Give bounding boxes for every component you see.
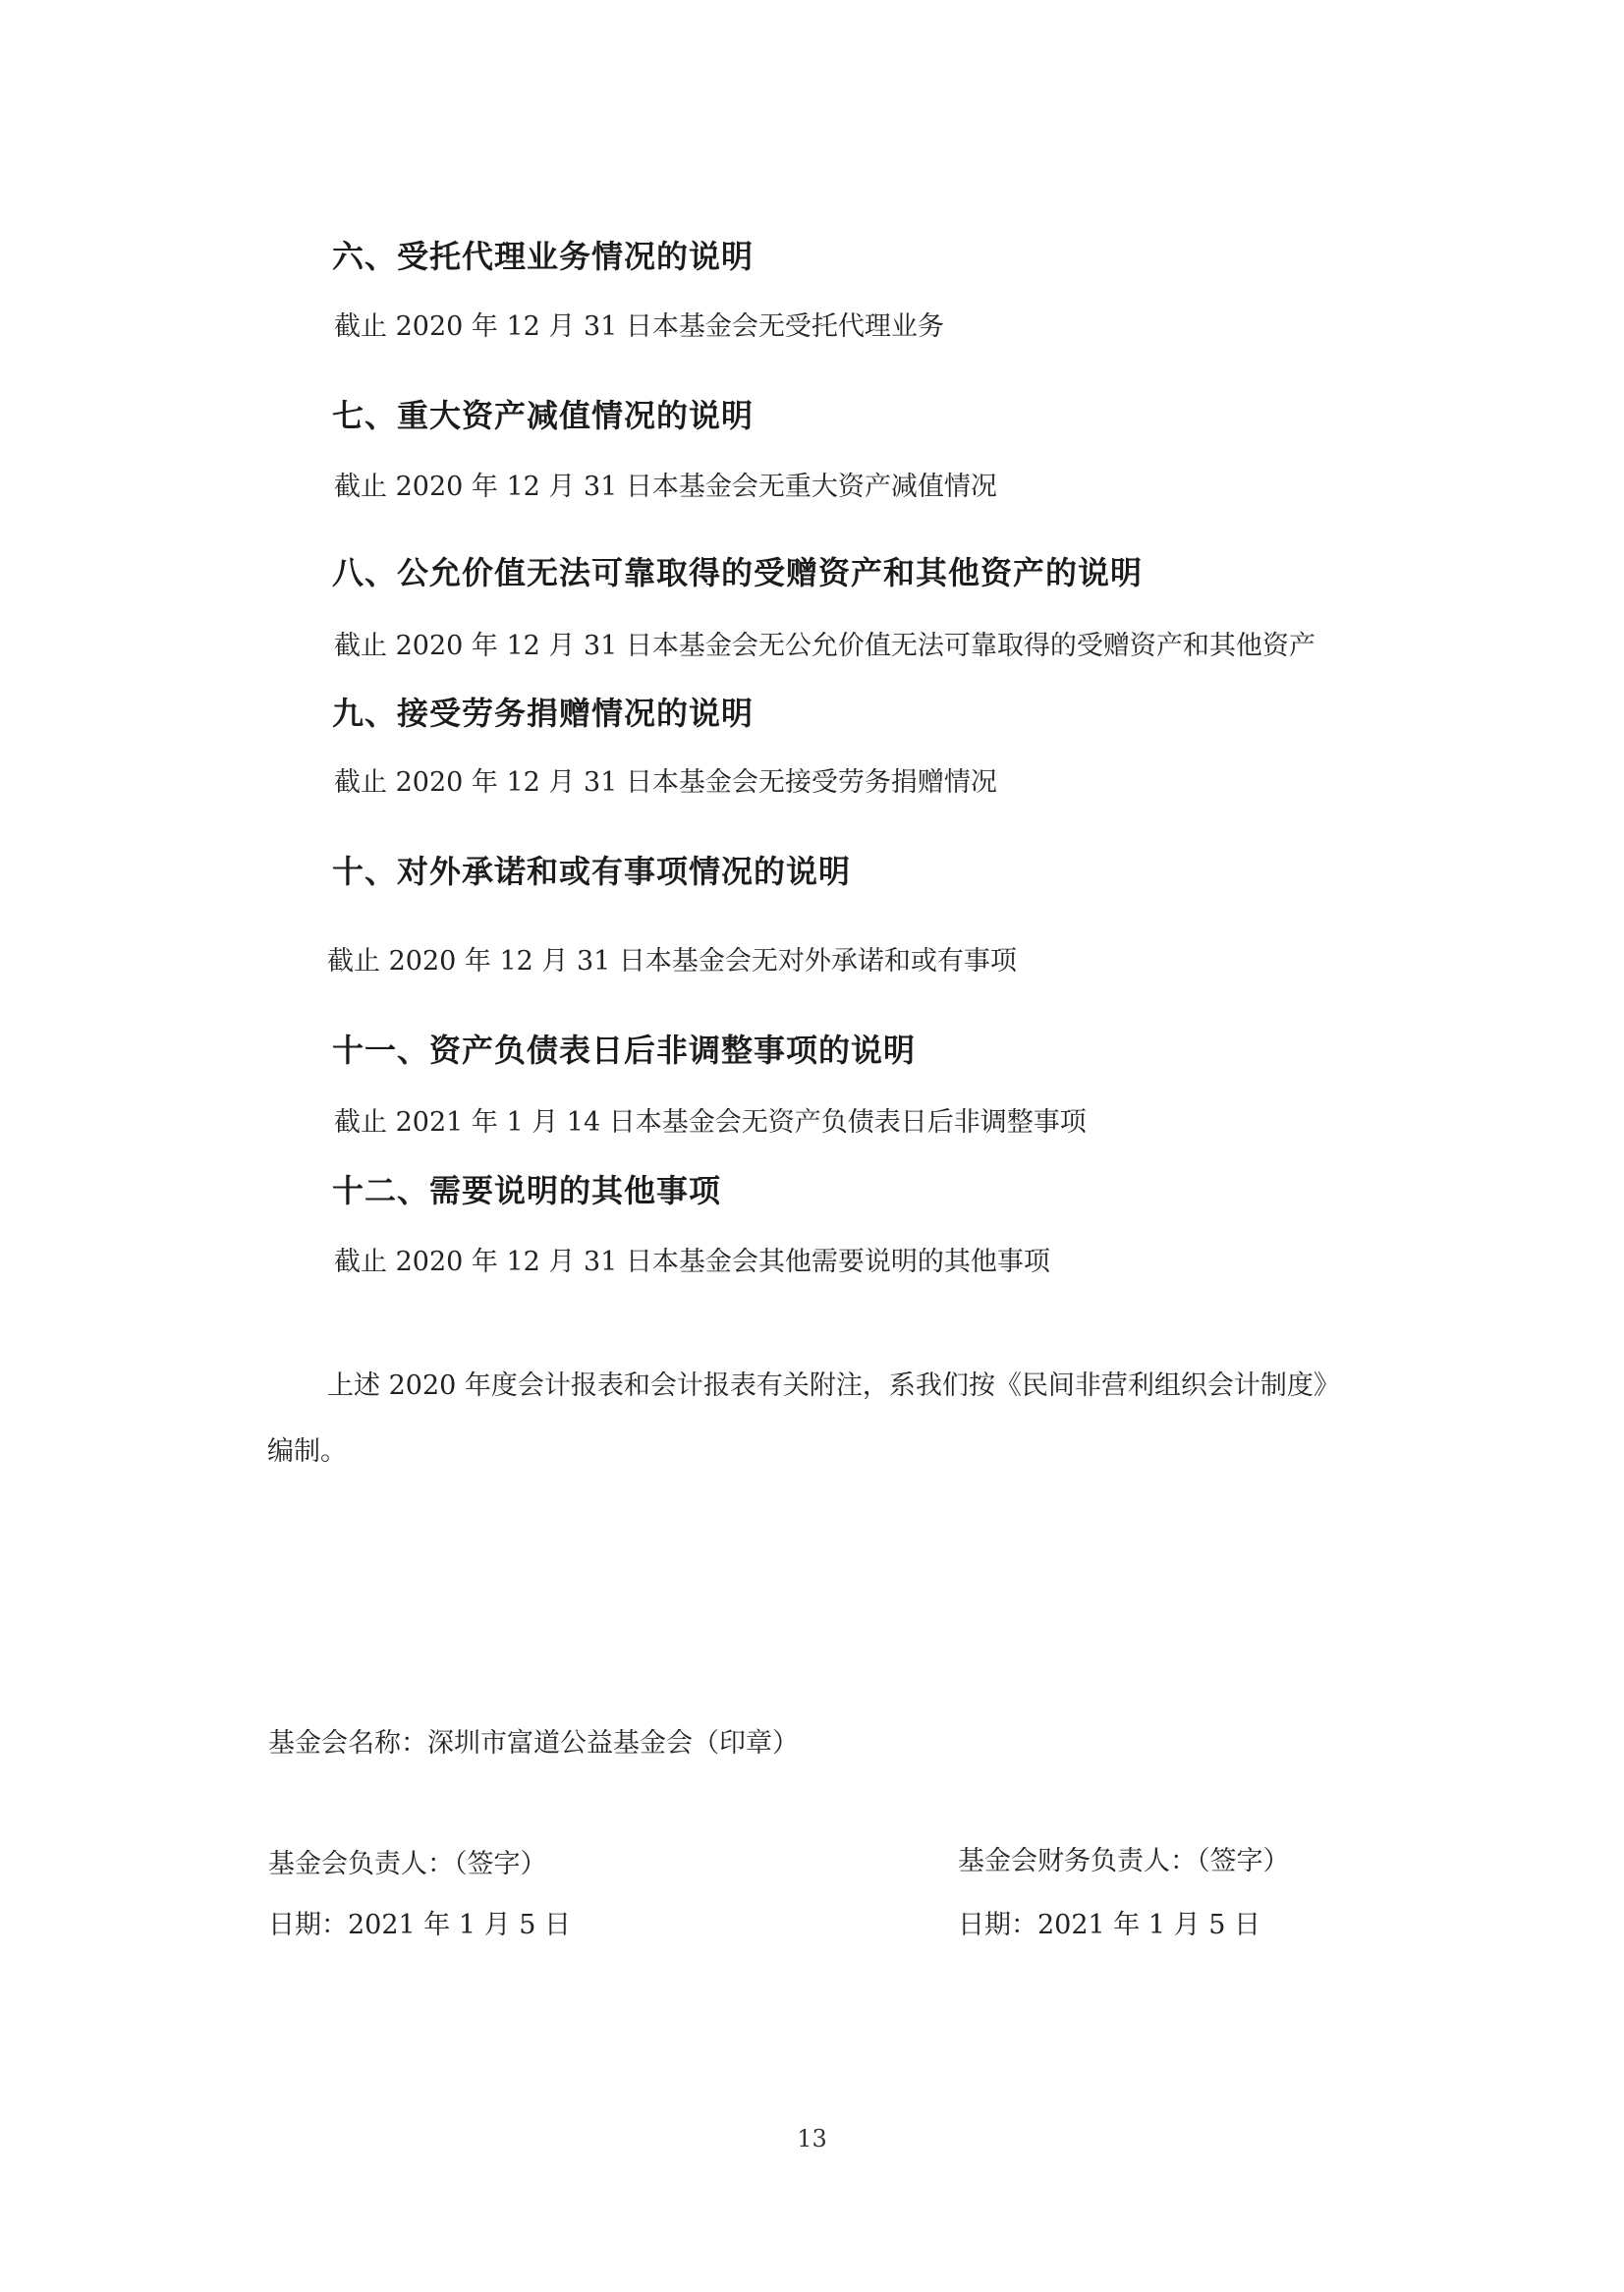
foundation-name: 基金会名称：深圳市富道公益基金会（印章） bbox=[268, 1728, 799, 1759]
section-8-text: 截止 2020 年 12 月 31 日本基金会无公允价值无法可靠取得的受赠资产和其他资产 bbox=[334, 631, 1316, 661]
section-7-heading: 七、重大资产减值情况的说明 bbox=[332, 397, 755, 434]
finance-signature-label: 基金会财务负责人：（签字） bbox=[958, 1846, 1290, 1876]
section-9-text: 截止 2020 年 12 月 31 日本基金会无接受劳务捐赠情况 bbox=[334, 767, 997, 798]
section-12-text: 截止 2020 年 12 月 31 日本基金会其他需要说明的其他事项 bbox=[334, 1247, 1050, 1277]
leader-date: 日期：2021 年 1 月 5 日 bbox=[268, 1910, 571, 1940]
section-6-heading: 六、受托代理业务情况的说明 bbox=[332, 238, 755, 275]
summary-line-1: 上述 2020 年度会计报表和会计报表有关附注，系我们按《民间非营利组织会计制度》 bbox=[327, 1370, 1340, 1401]
page-number: 13 bbox=[797, 2125, 827, 2152]
section-10-text: 截止 2020 年 12 月 31 日本基金会无对外承诺和或有事项 bbox=[327, 946, 1017, 977]
section-10-heading: 十、对外承诺和或有事项情况的说明 bbox=[332, 853, 852, 890]
section-11-heading: 十一、资产负债表日后非调整事项的说明 bbox=[332, 1032, 917, 1069]
section-8-heading: 八、公允价值无法可靠取得的受赠资产和其他资产的说明 bbox=[332, 554, 1144, 591]
section-9-heading: 九、接受劳务捐赠情况的说明 bbox=[332, 695, 755, 732]
section-11-text: 截止 2021 年 1 月 14 日本基金会无资产负债表日后非调整事项 bbox=[334, 1107, 1087, 1138]
section-12-heading: 十二、需要说明的其他事项 bbox=[332, 1172, 722, 1209]
leader-signature-label: 基金会负责人：（签字） bbox=[268, 1849, 547, 1879]
summary-line-2: 编制。 bbox=[267, 1436, 347, 1467]
section-6-text: 截止 2020 年 12 月 31 日本基金会无受托代理业务 bbox=[334, 311, 944, 342]
finance-date: 日期：2021 年 1 月 5 日 bbox=[958, 1910, 1260, 1940]
section-7-text: 截止 2020 年 12 月 31 日本基金会无重大资产减值情况 bbox=[334, 472, 997, 502]
